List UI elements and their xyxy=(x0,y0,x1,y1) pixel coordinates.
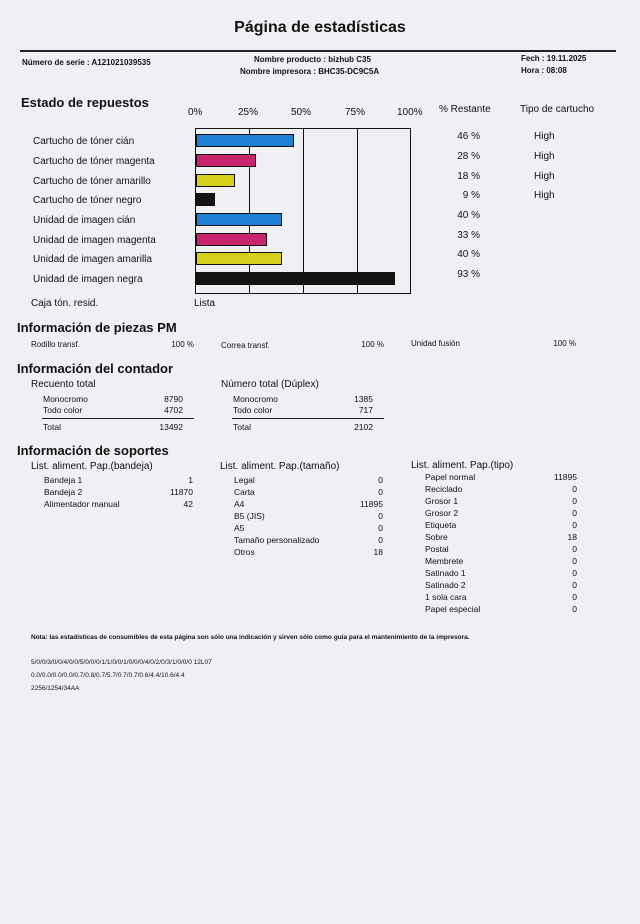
media-row-value: 0 xyxy=(572,580,577,590)
axis-tick-4: 100% xyxy=(397,107,423,118)
page-title: Página de estadísticas xyxy=(234,19,406,36)
pm-fuser-label: Unidad fusión xyxy=(411,339,460,348)
cartridge-type: High xyxy=(534,151,555,162)
axis-tick-3: 75% xyxy=(345,107,366,118)
cartridge-type: High xyxy=(534,190,555,201)
supplies-heading: Estado de repuestos xyxy=(21,95,149,110)
status-code-3: 2256/1254/34AA xyxy=(31,685,80,692)
media-row-value: 0 xyxy=(378,535,383,545)
counter-row-value: 8790 xyxy=(164,394,183,404)
counter-row-value: 13492 xyxy=(159,422,183,432)
counter-row-label: Monocromo xyxy=(43,394,88,404)
axis-tick-0: 0% xyxy=(188,107,203,118)
counter-row-label: Todo color xyxy=(233,405,273,415)
counter-row-value: 2102 xyxy=(354,422,373,432)
media-heading: Información de soportes xyxy=(17,443,169,458)
waste-toner-label: Caja tón. resid. xyxy=(31,298,99,309)
media-row-label: Membrete xyxy=(425,556,464,566)
size-title: List. aliment. Pap.(tamaño) xyxy=(220,461,340,472)
media-row-label: Postal xyxy=(425,544,449,554)
supply-bar xyxy=(196,272,395,285)
supply-bar xyxy=(196,174,235,187)
counter-row-value: 1385 xyxy=(354,394,373,404)
supply-percent: 40 % xyxy=(457,210,480,221)
pm-fuser-value: 100 % xyxy=(553,339,576,348)
gridline-25 xyxy=(249,128,250,294)
counter-row-label: Total xyxy=(233,422,251,432)
counter-heading: Información del contador xyxy=(17,361,174,376)
counter-row-value: 717 xyxy=(358,405,373,415)
media-row-label: Etiqueta xyxy=(425,520,457,530)
media-row-value: 0 xyxy=(378,511,383,521)
media-row-value: 0 xyxy=(572,496,577,506)
media-row-label: Bandeja 2 xyxy=(44,487,83,497)
supply-bar xyxy=(196,134,294,147)
media-row-value: 0 xyxy=(572,544,577,554)
media-row-value: 18 xyxy=(567,532,577,542)
media-row-label: Reciclado xyxy=(425,484,463,494)
media-row-label: Tamaño personalizado xyxy=(234,535,320,545)
supply-label: Cartucho de tóner cián xyxy=(33,136,135,147)
media-row-label: Papel normal xyxy=(425,472,476,482)
media-row-label: Papel especial xyxy=(425,604,481,614)
pm-transfer-belt-label: Correa transf. xyxy=(221,341,270,350)
pm-transfer-belt-value: 100 % xyxy=(361,340,384,349)
serial-number: Número de serie : A121021039535 xyxy=(22,58,151,67)
supply-label: Unidad de imagen amarilla xyxy=(33,254,152,265)
type-title: List. aliment. Pap.(tipo) xyxy=(411,460,514,471)
gridline-50 xyxy=(303,128,304,294)
media-row-label: Legal xyxy=(234,475,255,485)
media-row-label: A4 xyxy=(234,499,245,509)
media-row-value: 11870 xyxy=(169,487,193,497)
counter-row-label: Monocromo xyxy=(233,394,278,404)
media-row-value: 0 xyxy=(572,556,577,566)
media-row-label: 1 sola cara xyxy=(425,592,467,602)
pm-transfer-roller-value: 100 % xyxy=(171,340,194,349)
media-row-value: 0 xyxy=(572,568,577,578)
media-row-label: Alimentador manual xyxy=(44,499,120,509)
counter-row-label: Total xyxy=(43,422,61,432)
supply-label: Unidad de imagen cián xyxy=(33,215,136,226)
axis-tick-2: 50% xyxy=(291,107,312,118)
footer-note: Nota: las estadísticas de consumibles de esta página son sólo una indicación y sirven sólo como guía para el mantenimiento de la impresora. xyxy=(31,634,470,641)
print-time: Hora : 08:08 xyxy=(521,66,567,75)
supply-percent: 46 % xyxy=(457,131,480,142)
cartridge-type-column-header: Tipo de cartucho xyxy=(520,104,595,115)
media-row-label: Carta xyxy=(234,487,255,497)
supply-bar xyxy=(196,154,256,167)
status-code-1: 5/0/0/3/0/0/4/0/0/5/0/0/0/1/1/0/0/1/0/0/0/4/0/2/0/3/1/0/0/0 12L07 xyxy=(31,659,212,666)
product-name: Nombre producto : bizhub C35 xyxy=(254,55,371,64)
media-row-value: 0 xyxy=(572,484,577,494)
supply-percent: 18 % xyxy=(457,171,480,182)
axis-tick-1: 25% xyxy=(238,107,259,118)
supply-percent: 93 % xyxy=(457,269,480,280)
media-row-label: A5 xyxy=(234,523,245,533)
media-row-value: 0 xyxy=(378,523,383,533)
gridline-75 xyxy=(357,128,358,294)
media-row-label: Sobre xyxy=(425,532,448,542)
remaining-column-header: % Restante xyxy=(439,104,491,115)
supply-bar xyxy=(196,252,282,265)
supply-bar xyxy=(196,213,282,226)
supply-percent: 28 % xyxy=(457,151,480,162)
printer-name: Nombre impresora : BHC35-DC9C5A xyxy=(240,67,380,76)
supply-percent: 33 % xyxy=(457,230,480,241)
supply-percent: 9 % xyxy=(462,190,480,201)
supply-bar xyxy=(196,193,215,206)
media-row-value: 11895 xyxy=(553,472,577,482)
supply-label: Unidad de imagen magenta xyxy=(33,235,156,246)
supply-label: Cartucho de tóner amarillo xyxy=(33,176,151,187)
media-row-value: 1 xyxy=(188,475,193,485)
media-row-value: 0 xyxy=(572,508,577,518)
cartridge-type: High xyxy=(534,131,555,142)
media-row-value: 0 xyxy=(572,520,577,530)
media-row-label: Grosor 2 xyxy=(425,508,459,518)
media-row-label: Satinado 1 xyxy=(425,568,466,578)
media-row-label: Bandeja 1 xyxy=(44,475,83,485)
media-row-value: 0 xyxy=(572,592,577,602)
cartridge-type: High xyxy=(534,171,555,182)
duplex-count-title: Número total (Dúplex) xyxy=(221,379,319,390)
waste-toner-status: Lista xyxy=(194,298,216,309)
supply-label: Cartucho de tóner negro xyxy=(33,195,142,206)
total-rule xyxy=(42,418,194,419)
media-row-value: 0 xyxy=(378,475,383,485)
media-row-value: 18 xyxy=(373,547,383,557)
media-row-value: 42 xyxy=(183,499,193,509)
supply-label: Cartucho de tóner magenta xyxy=(33,156,155,167)
tray-title: List. aliment. Pap.(bandeja) xyxy=(31,461,153,472)
pm-transfer-roller-label: Rodillo transf. xyxy=(31,340,80,349)
counter-row-value: 4702 xyxy=(164,405,183,415)
supply-percent: 40 % xyxy=(457,249,480,260)
media-row-label: B5 (JIS) xyxy=(234,511,265,521)
duplex-rule xyxy=(232,418,384,419)
counter-row-label: Todo color xyxy=(43,405,83,415)
media-row-label: Otros xyxy=(234,547,255,557)
print-date: Fech : 19.11.2025 xyxy=(521,54,587,63)
status-code-2: 0.0/0.0/0.0/0.0/0.7/0.8/0.7/5.7/0.7/0.7/0.6/4.4/10.6/4.4 xyxy=(31,672,185,679)
media-row-value: 0 xyxy=(572,604,577,614)
media-row-label: Satinado 2 xyxy=(425,580,466,590)
media-row-label: Grosor 1 xyxy=(425,496,459,506)
header-rule xyxy=(20,50,616,52)
media-row-value: 11895 xyxy=(359,499,383,509)
pm-heading: Información de piezas PM xyxy=(17,320,177,335)
supply-bar xyxy=(196,233,267,246)
media-row-value: 0 xyxy=(378,487,383,497)
total-count-title: Recuento total xyxy=(31,379,96,390)
supply-label: Unidad de imagen negra xyxy=(33,274,143,285)
